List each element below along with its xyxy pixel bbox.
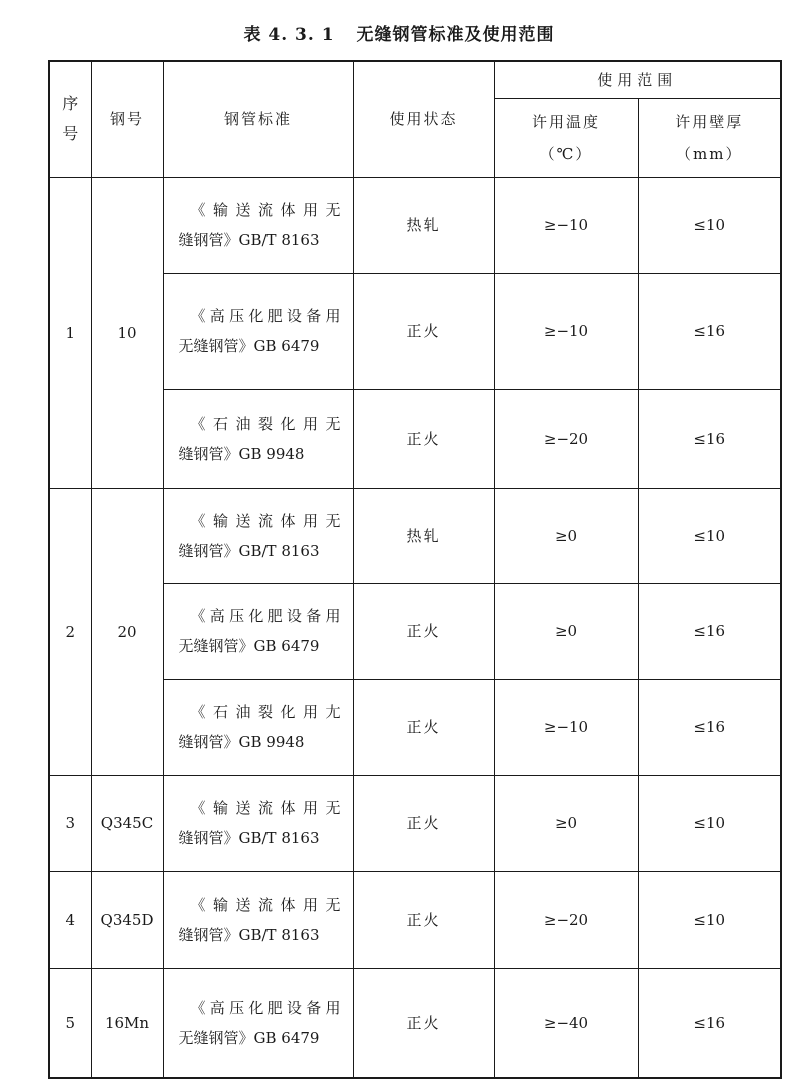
state-cell [353,273,494,389]
standard-cell [163,968,353,1078]
header-temp-unit: （℃） [539,144,593,163]
standard-text [179,195,341,255]
header-standard [163,61,353,177]
thickness-cell [638,679,781,775]
table-row [49,968,781,1078]
thickness-value: ≤16 [693,322,726,340]
grade-value: Q345D [100,910,154,929]
state-value: 正火 [406,814,441,832]
seq-value: 1 [65,323,76,342]
state-cell [353,775,494,871]
header-state-label: 使用状态 [389,110,458,129]
standard-cell [163,583,353,679]
thickness-cell [638,273,781,389]
thickness-cell [638,871,781,968]
standard-text [179,506,341,566]
standard-cell [163,488,353,583]
header-thickness-label: 许用壁厚 [675,112,744,131]
table-caption: 无缝钢管标准及使用范围 [356,25,555,45]
state-value: 热轧 [406,526,441,545]
temp-cell [494,583,638,679]
grade-value: Q345C [100,814,154,832]
grade-value: 10 [117,323,137,342]
state-cell [353,177,494,273]
grade-value: 20 [117,622,137,641]
temp-value: ≥0 [554,526,578,545]
standard-line-2: 缝钢管》GB/T 8163 [178,925,320,944]
grade-cell [91,775,163,871]
seq-value: 4 [65,910,76,929]
temp-value: ≥−10 [543,322,589,340]
header-range [494,61,781,98]
standard-cell [163,871,353,968]
seq-value: 2 [65,622,76,641]
standard-line-1: 《高压化肥设备用 [190,998,341,1017]
grade-cell [91,968,163,1078]
data-table [48,60,782,1079]
thickness-value: ≤16 [693,1013,726,1032]
header-state [353,61,494,177]
temp-value: ≥0 [554,622,578,640]
temp-cell [494,871,638,968]
state-value: 正火 [406,1013,441,1032]
header-grade-label: 钢号 [109,110,144,129]
state-value: 正火 [406,622,441,640]
thickness-value: ≤16 [693,718,726,736]
header-grade [91,61,163,177]
standard-line-1: 《高压化肥设备用 [190,607,341,625]
temp-value: ≥0 [554,814,578,832]
state-value: 正火 [406,322,441,340]
header-range-label: 使用范围 [597,70,678,89]
table-row [49,775,781,871]
grade-cell [91,488,163,775]
standard-line-2: 缝钢管》GB 9948 [178,444,305,463]
temp-cell [494,273,638,389]
standard-line-2: 缝钢管》GB 9948 [178,733,305,751]
temp-cell [494,389,638,488]
thickness-cell [638,488,781,583]
seq-cell [49,775,91,871]
standard-line-1: 《石油裂化用尢 [190,703,341,721]
seq-cell [49,968,91,1078]
grade-cell [91,177,163,488]
thickness-value: ≤10 [693,526,726,545]
thickness-value: ≤16 [693,429,726,448]
thickness-cell [638,775,781,871]
table-row [49,488,781,583]
standard-cell [163,775,353,871]
state-value: 正火 [406,718,441,736]
seq-cell [49,488,91,775]
table-title [0,22,798,48]
standard-text [179,697,341,757]
thickness-value: ≤16 [693,622,726,640]
standard-text [179,793,341,853]
thickness-value: ≤10 [693,814,726,832]
table-number: 表 4. 3. 1 [243,25,335,45]
standard-line-1: 《石油裂化用无 [190,414,341,433]
standard-line-2: 无缝钢管》GB 6479 [178,1028,320,1047]
grade-value: 16Mn [104,1013,150,1032]
temp-cell [494,968,638,1078]
state-cell [353,389,494,488]
temp-cell [494,177,638,273]
state-value: 正火 [406,429,441,448]
standard-line-2: 无缝钢管》GB 6479 [178,637,320,655]
state-value: 热轧 [406,216,441,234]
thickness-cell [638,968,781,1078]
state-value: 正火 [406,910,441,929]
header-thickness [638,98,781,177]
standard-cell [163,273,353,389]
thickness-cell [638,389,781,488]
seq-value: 5 [65,1013,76,1032]
grade-cell [91,871,163,968]
standard-line-2: 缝钢管》GB/T 8163 [178,829,320,847]
standard-line-2: 缝钢管》GB/T 8163 [178,231,320,249]
standard-cell [163,389,353,488]
standard-line-1: 《输送流体用无 [190,895,341,914]
temp-value: ≥−20 [543,910,589,929]
standard-line-2: 无缝钢管》GB 6479 [178,337,320,355]
state-cell [353,488,494,583]
state-cell [353,968,494,1078]
state-cell [353,871,494,968]
standard-line-1: 《输送流体用无 [190,201,341,219]
standard-text [179,993,341,1053]
state-cell [353,583,494,679]
seq-cell [49,871,91,968]
header-row [49,61,781,98]
header-temp [494,98,638,177]
standard-text [179,601,341,661]
standard-text [179,301,341,361]
header-temp-label: 许用温度 [531,112,600,131]
table-row [49,871,781,968]
state-cell [353,679,494,775]
temp-cell [494,488,638,583]
standard-line-1: 《输送流体用无 [190,799,341,817]
standard-cell [163,177,353,273]
header-seq [49,61,91,177]
thickness-cell [638,177,781,273]
temp-cell [494,775,638,871]
header-seq-label: 序号 [62,94,79,144]
thickness-cell [638,583,781,679]
standard-line-2: 缝钢管》GB/T 8163 [178,541,320,560]
temp-cell [494,679,638,775]
temp-value: ≥−10 [543,718,589,736]
temp-value: ≥−40 [543,1013,589,1032]
thickness-value: ≤10 [693,216,726,234]
header-standard-label: 钢管标准 [223,110,292,129]
temp-value: ≥−20 [543,429,589,448]
standard-line-1: 《输送流体用无 [190,511,341,530]
header-thickness-unit: （mm） [676,144,743,163]
standard-line-1: 《高压化肥设备用 [190,307,341,325]
thickness-value: ≤10 [693,910,726,929]
seq-cell [49,177,91,488]
seq-value: 3 [65,814,76,832]
standard-cell [163,679,353,775]
temp-value: ≥−10 [543,216,589,234]
standard-text [179,890,341,950]
standard-text [179,409,341,469]
table-row [49,177,781,273]
